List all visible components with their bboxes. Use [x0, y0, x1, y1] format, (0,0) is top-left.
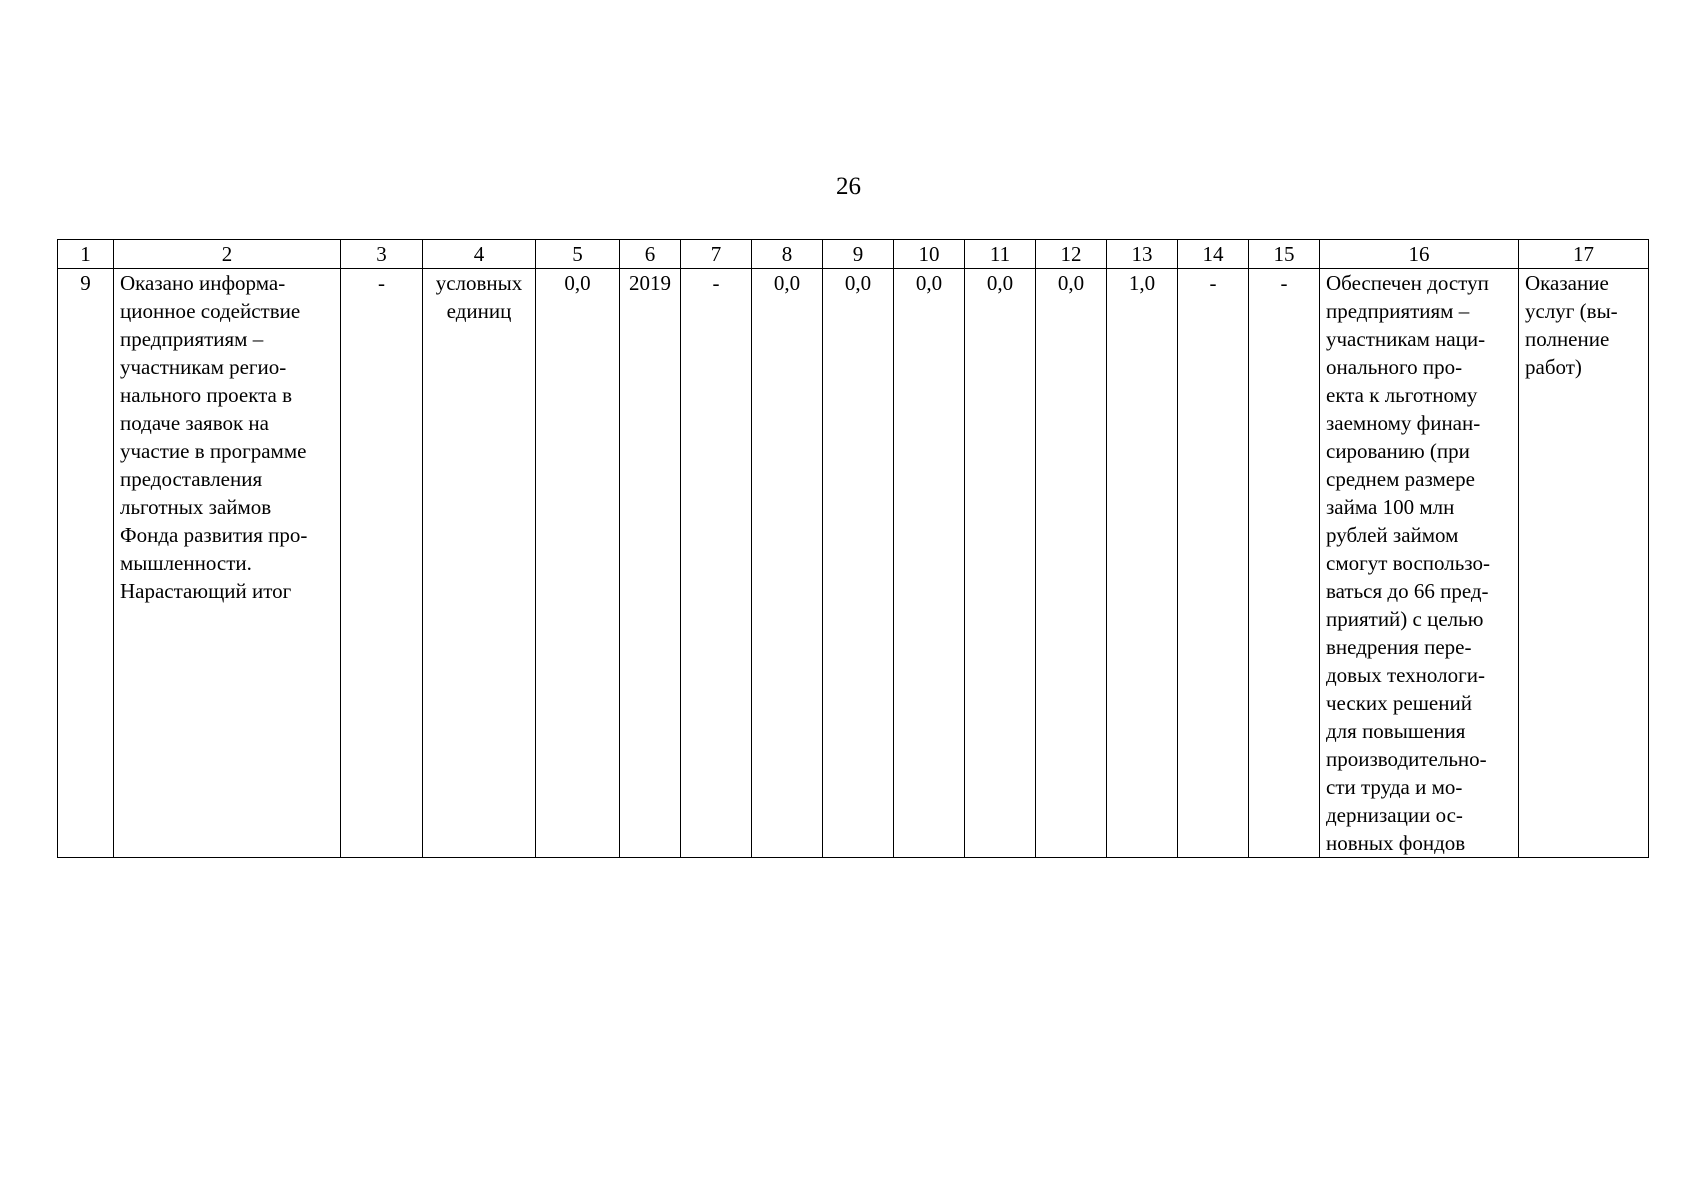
column-number: 13	[1107, 240, 1178, 269]
result-line: производительно-	[1326, 747, 1487, 771]
indicator-name	[114, 269, 341, 858]
column-number: 16	[1320, 240, 1519, 269]
result-type	[1519, 269, 1649, 858]
column-number: 9	[823, 240, 894, 269]
result-line: смогут воспользо-	[1326, 551, 1490, 575]
result-line: довых технологи-	[1326, 663, 1485, 687]
indicator-name-line: Оказано информа-	[120, 271, 286, 295]
cell-col-11: 0,0	[965, 269, 1036, 858]
cell-col-3: -	[341, 269, 423, 858]
result-line: ческих решений	[1326, 691, 1472, 715]
column-number: 7	[681, 240, 752, 269]
result-line: онального про-	[1326, 355, 1463, 379]
result-line: среднем размере	[1326, 467, 1475, 491]
cell-col-12: 0,0	[1036, 269, 1107, 858]
result-line: новных фондов	[1326, 831, 1466, 855]
table-row	[58, 269, 1649, 858]
cell-col-8: 0,0	[752, 269, 823, 858]
result-line: рублей займом	[1326, 523, 1459, 547]
cell-col-5: 0,0	[536, 269, 620, 858]
column-number: 4	[423, 240, 536, 269]
cell-col-13: 1,0	[1107, 269, 1178, 858]
result-type-line: услуг (вы-	[1525, 299, 1618, 323]
indicator-name-line: участникам регио-	[120, 355, 287, 379]
indicator-name-line: участие в программе	[120, 439, 307, 463]
result-line: участникам нaци-	[1326, 327, 1486, 351]
result-line: заемному финан-	[1326, 411, 1481, 435]
cell-col-14: -	[1178, 269, 1249, 858]
column-number: 1	[58, 240, 114, 269]
column-number: 5	[536, 240, 620, 269]
indicator-name-line: предприятиям –	[120, 327, 264, 351]
result-line: для повышения	[1326, 719, 1466, 743]
indicator-table	[57, 239, 1649, 858]
column-number: 2	[114, 240, 341, 269]
row-number: 9	[58, 269, 114, 858]
column-number: 17	[1519, 240, 1649, 269]
column-number: 12	[1036, 240, 1107, 269]
column-number: 6	[620, 240, 681, 269]
column-number: 11	[965, 240, 1036, 269]
column-number: 3	[341, 240, 423, 269]
result-line: внедрения пере-	[1326, 635, 1472, 659]
column-number: 8	[752, 240, 823, 269]
indicator-name-line: нального проекта в	[120, 383, 293, 407]
column-number: 14	[1178, 240, 1249, 269]
result-line: Обеспечен доступ	[1326, 271, 1489, 295]
result-description	[1320, 269, 1519, 858]
indicator-name-line: предоставления	[120, 467, 263, 491]
cell-col-9: 0,0	[823, 269, 894, 858]
result-line: дернизации ос-	[1326, 803, 1463, 827]
column-number: 10	[894, 240, 965, 269]
indicator-name-line: льготных займов	[120, 495, 272, 519]
column-number: 15	[1249, 240, 1320, 269]
unit-line: условных	[435, 271, 523, 295]
result-line: приятий) с целью	[1326, 607, 1484, 631]
indicator-name-line: мышленности.	[120, 551, 252, 575]
result-line: екта к льготному	[1326, 383, 1478, 407]
result-line: ваться до 66 пред-	[1326, 579, 1489, 603]
cell-col-7: -	[681, 269, 752, 858]
cell-col-10: 0,0	[894, 269, 965, 858]
result-line: займа 100 млн	[1326, 495, 1455, 519]
indicator-name-line: ционное содействие	[120, 299, 301, 323]
result-line: сированию (при	[1326, 439, 1470, 463]
result-type-line: полнение	[1525, 327, 1610, 351]
result-type-line: работ)	[1525, 355, 1582, 379]
indicator-name-line: подаче заявок на	[120, 411, 269, 435]
unit-line: единиц	[446, 299, 512, 323]
result-line: сти труда и мо-	[1326, 775, 1463, 799]
indicator-name-line: Фонда развития про-	[120, 523, 308, 547]
column-number-row	[58, 240, 1649, 269]
page-number: 26	[836, 173, 861, 200]
result-line: предприятиям –	[1326, 299, 1470, 323]
indicator-name-line: Нарастающий итог	[120, 579, 292, 603]
cell-col-6: 2019	[620, 269, 681, 858]
unit-cell	[423, 269, 536, 858]
result-type-line: Оказание	[1525, 271, 1609, 295]
cell-col-15: -	[1249, 269, 1320, 858]
